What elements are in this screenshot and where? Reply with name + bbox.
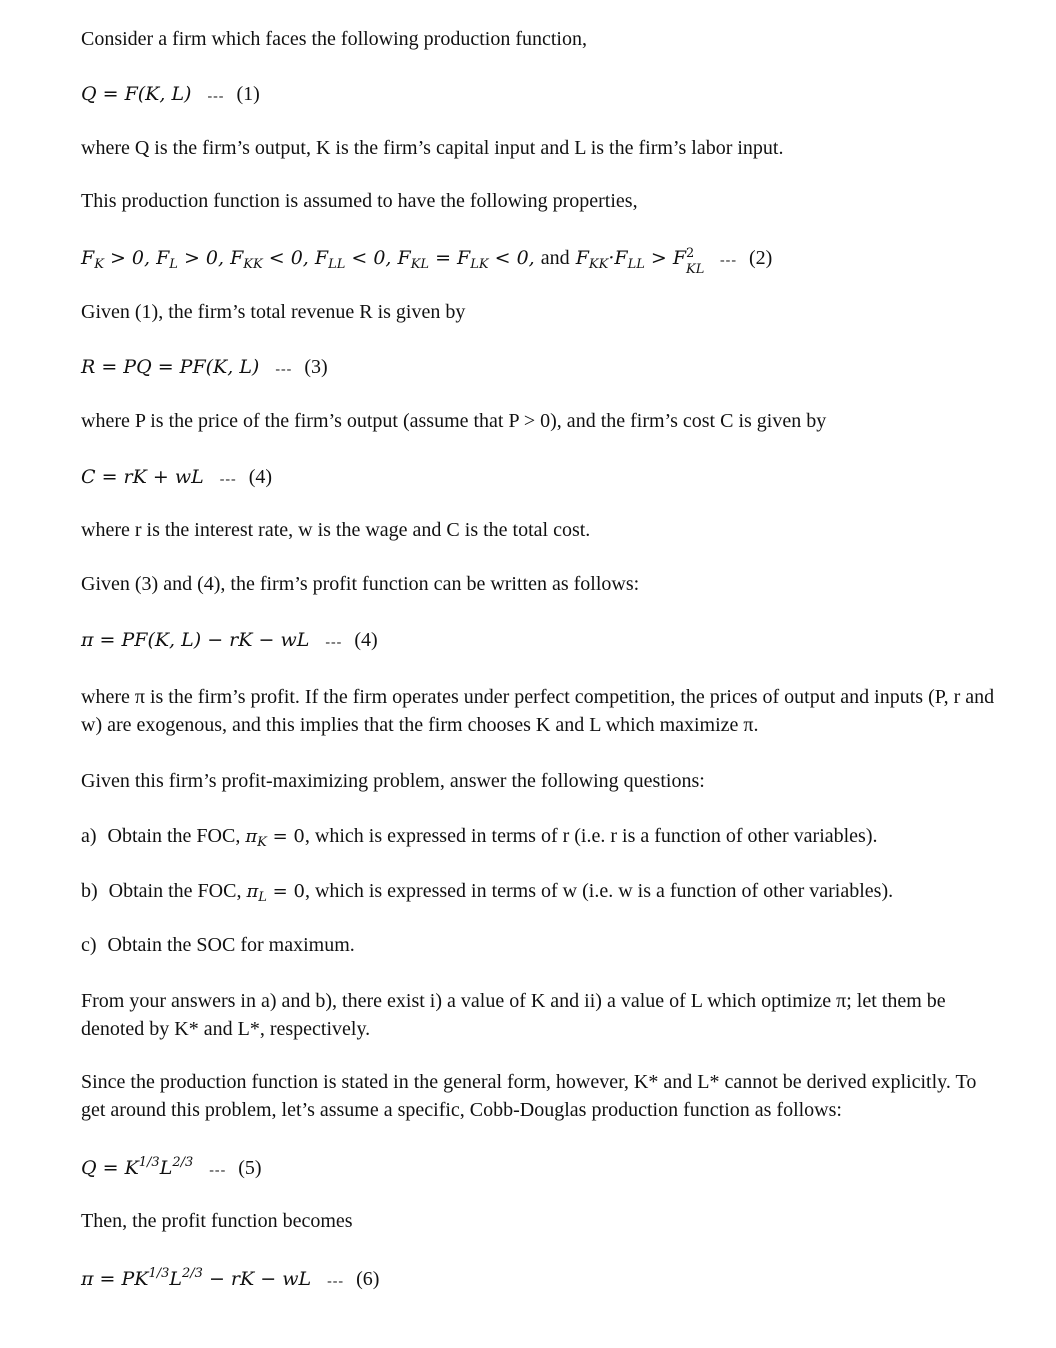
paragraph-properties: This production function is assumed to have the following properties, xyxy=(81,190,638,212)
question-b-post: , which is expressed in terms of w (i.e. w is a function of other variables). xyxy=(304,880,894,902)
paragraph-given-1: Given (1), the firm’s total revenue R is given by xyxy=(81,301,466,323)
paragraph-where-pi: where π is the firm’s profit. If the firm operates under perfect competition, the prices of output and inputs (P, r and w) are exogenous, and this implies that the firm chooses K and L which maximize π. xyxy=(81,686,995,736)
equation-4b: π = PF(K, L) − rK − wL --- (4) xyxy=(81,629,378,651)
equation-4a: C = rK + wL --- (4) xyxy=(81,466,273,488)
equation-1: Q = F(K, L) --- (1) xyxy=(81,83,260,105)
question-c-marker: c) xyxy=(81,934,97,956)
paragraph-where-p: where P is the price of the firm’s output (assume that P > 0), and the firm’s cost C is given by xyxy=(81,410,827,432)
paragraph-given-3-4: Given (3) and (4), the firm’s profit function can be written as follows: xyxy=(81,573,640,595)
equation-2: $F_K > 0$, $F_L > 0$, $F_{KK} < 0$, $F_{LL} < 0$, $F_{KL} = F_{LK} < 0$, and $F_{KK}\cdot F_{LL} > F$ 2 KL --- (2) xyxy=(81,246,773,277)
paragraph-since: Since the production function is stated in the general form, however, K* and L* cannot be derived explicitly. To get around this problem, let’s assume a specific, Cobb-Douglas production function as follows: xyxy=(81,1071,977,1121)
equation-5: $Q = K^{1/3}L^{2/3}---$ (5) xyxy=(81,1155,262,1179)
question-c xyxy=(81,931,1001,959)
question-b xyxy=(81,877,1001,906)
question-b-formula: $\pi_L = 0$ xyxy=(246,881,305,905)
paragraph-intro: Consider a firm which faces the following production function, xyxy=(81,28,587,50)
question-a-post: , which is expressed in terms of r (i.e. r is a function of other variables). xyxy=(304,825,878,847)
paragraph-given-problem: Given this firm’s profit-maximizing problem, answer the following questions: xyxy=(81,770,705,792)
paragraph-then: Then, the profit function becomes xyxy=(81,1210,353,1232)
question-a-pre: Obtain the FOC, xyxy=(107,825,241,847)
paragraph-from-answers: From your answers in a) and b), there exist i) a value of K and ii) a value of L which optimize π; let them be denoted by K* and L*, respectively. xyxy=(81,990,946,1040)
equation-3: R = PQ = PF(K, L) --- (3) xyxy=(81,356,328,378)
equation-6: $\pi = PK^{1/3}L^{2/3}$ − rK − wL --- (6) xyxy=(81,1266,380,1290)
question-b-pre: Obtain the FOC, xyxy=(108,880,242,902)
paragraph-where-r: where r is the interest rate, w is the wage and C is the total cost. xyxy=(81,519,591,541)
question-b-marker: b) xyxy=(81,880,98,902)
paragraph-where-q: where Q is the firm’s output, K is the firm’s capital input and L is the firm’s labor input. xyxy=(81,137,784,159)
question-a-marker: a) xyxy=(81,825,97,847)
question-c-text: Obtain the SOC for maximum. xyxy=(107,934,355,956)
question-a xyxy=(81,822,1001,851)
question-a-formula: $\pi_K = 0$ xyxy=(245,826,305,850)
